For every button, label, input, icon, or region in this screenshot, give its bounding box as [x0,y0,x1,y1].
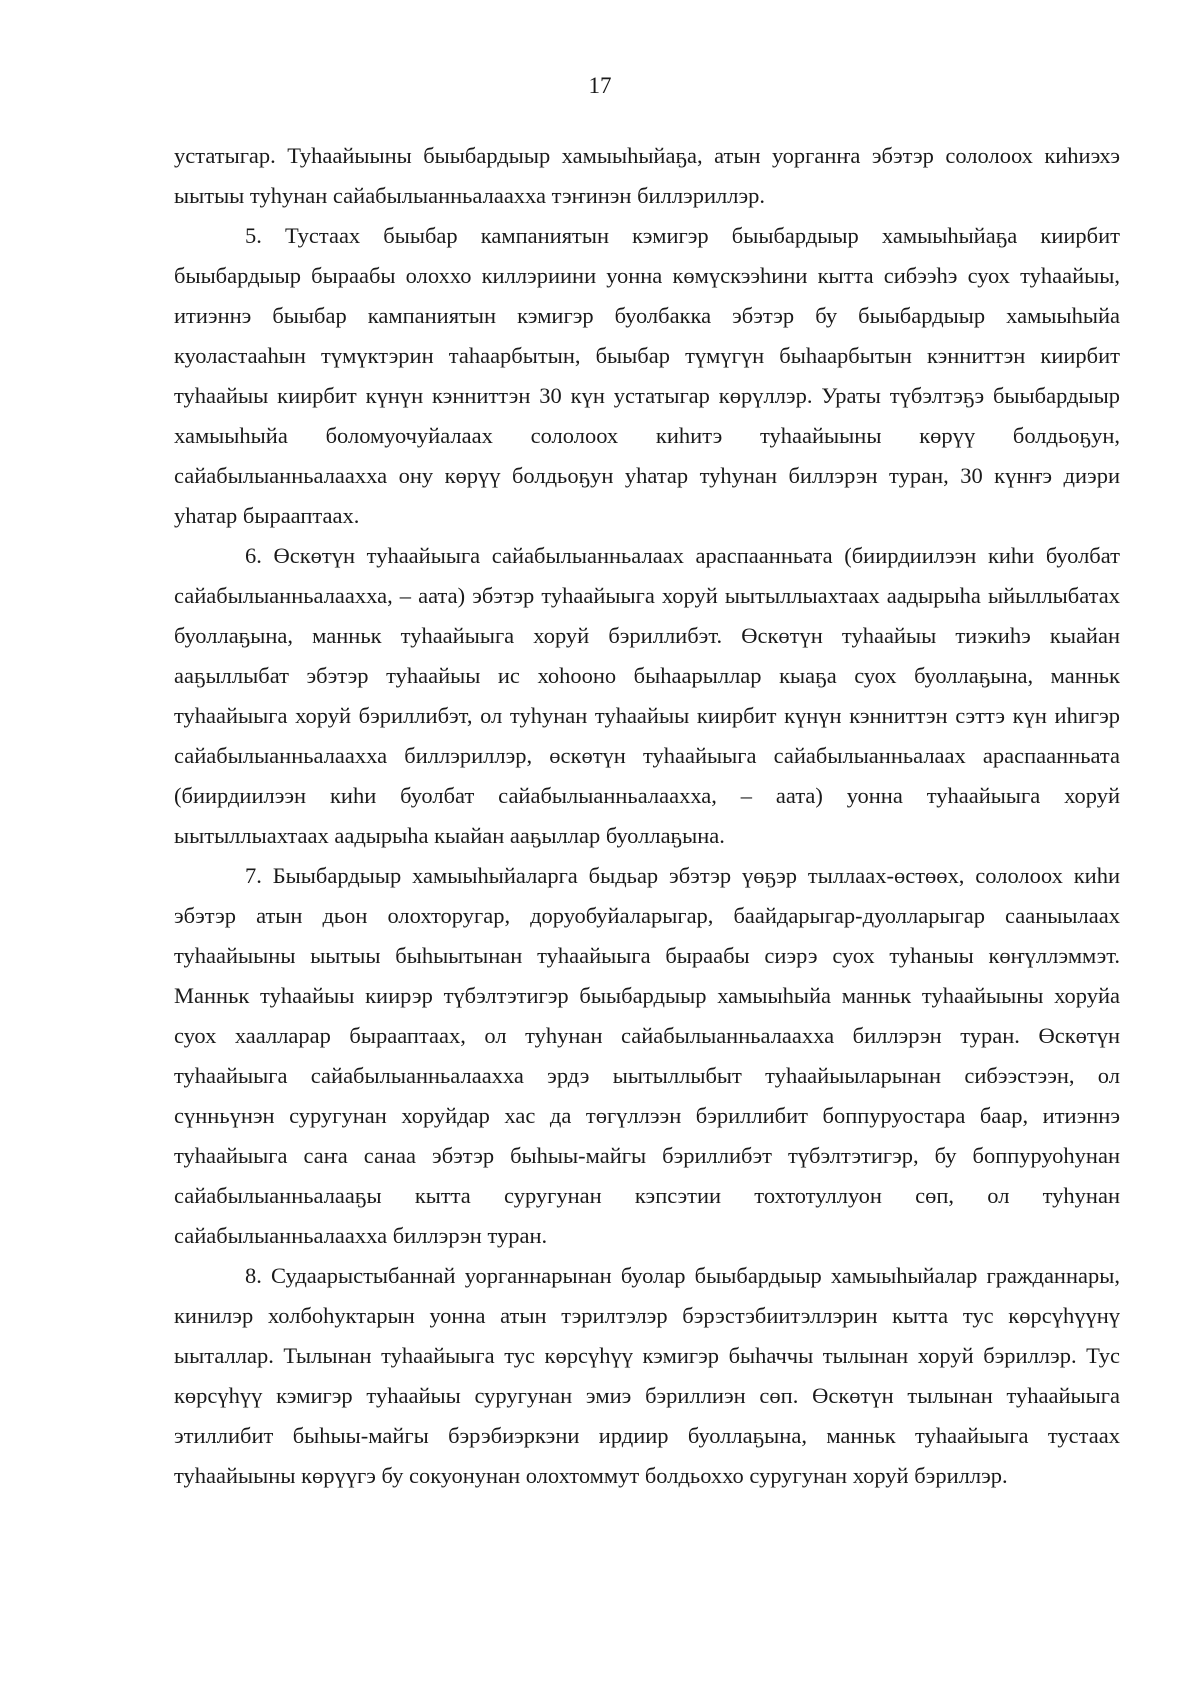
document-body [174,136,1120,1496]
paragraph-item-5: 5. Тустаах быыбар кампаниятын кэмигэр быыбардыыр хамыыһыйаҕа киирбит быыбардыыр быраабы олоххо киллэриини уонна көмүскээһини кытта сибээһэ суох туһаайыы, итиэннэ быыбар кампаниятын кэмигэр буолбакка эбэтэр бу быыбардыыр хамыыһыйа куоластааһын түмүктэрин таһаарбытын, быыбар түмүгүн быһаарбытын кэнниттэн киирбит туһаайыы киирбит күнүн кэнниттэн 30 күн устатыгар көрүллэр. Ураты түбэлтэҕэ быыбардыыр хамыыһыйа боломуочуйалаах сололоох киһитэ туһаайыыны көрүү болдьоҕун, сайабылыанньалаахха ону көрүү болдьоҕун уһатар туһунан биллэрэн туран, 30 күнҥэ диэри уһатар бырааптаах. [174,223,1120,528]
page-number: 17 [588,73,612,98]
paragraph-item-7: 7. Быыбардыыр хамыыһыйаларга быдьар эбэтэр үөҕэр тыллаах-өстөөх, сололоох киһи эбэтэр атын дьон олохторугар, доруобуйаларыгар, баайдарыгар-дуолларыгар сааныылаах туһаайыыны ыытыы быһыытынан туһаайыыга быраабы сиэрэ суох туһаныы көҥүллэммэт. Манньк туһаайыы киирэр түбэлтэтигэр быыбардыыр хамыыһыйа манньк туһаайыыны хоруйа суох хаалларар бырааптаах, ол туһунан сайабылыанньалаахха биллэрэн туран. Өскөтүн туһаайыыга сайабылыанньалаахха эрдэ ыытыллыбыт туһаайыыларынан сибээстээн, ол сүнньүнэн суругунан хоруйдар хас да төгүллээн бэриллибит боппуруостара баар, итиэннэ туһаайыыга саҥа санаа эбэтэр быһыы-майгы бэриллибэт түбэлтэтигэр, бу боппуруоһунан сайабылыанньалааҕы кытта суругунан кэпсэтии тохтотуллуон сөп, ол туһунан сайабылыанньалаахха биллэрэн туран. [174,863,1120,1248]
paragraph-item-6: 6. Өскөтүн туһаайыыга сайабылыанньалаах араспаанньата (биирдиилээн киһи буолбат сайабылыанньалаахха, – аата) эбэтэр туһаайыыга хоруй ыытыллыахтаах аадырыһа ыйыллыбатах буоллаҕына, манньк туһаайыыга хоруй бэриллибэт. Өскөтүн туһаайыы тиэкиһэ кыайан ааҕыллыбат эбэтэр туһаайыы ис хоһооно быһаарыллар кыаҕа суох буоллаҕына, манньк туһаайыыга хоруй бэриллибэт, ол туһунан туһаайыы киирбит күнүн кэнниттэн сэттэ күн иһигэр сайабылыанньалаахха биллэриллэр, өскөтүн туһаайыыга сайабылыанньалаах араспаанньата (биирдиилээн киһи буолбат сайабылыанньалаахха, – аата) уонна туһаайыыга хоруй ыытыллыахтаах аадырыһа кыайан ааҕыллар буоллаҕына. [174,543,1120,848]
paragraph-item-8: 8. Судаарыстыбаннай уорганнарынан буолар быыбардыыр хамыыһыйалар гражданнары, кинилэр холбоһуктарын уонна атын тэрилтэлэр бэрэстэбиитэллэрин кытта тус көрсүһүүнү ыыталлар. Тылынан туһаайыыга тус көрсүһүү кэмигэр быһаччы тылынан хоруй бэриллэр. Тус көрсүһүү кэмигэр туһаайыы суругунан эмиэ бэриллиэн сөп. Өскөтүн тылынан туһаайыыга этиллибит быһыы-майгы бэрэбиэркэни ирдиир буоллаҕына, манньк туһаайыыга тустаах туһаайыыны көрүүгэ бу сокуонунан олохтоммут болдьоххо суругунан хоруй бэриллэр. [174,1263,1120,1488]
paragraph-continuation: устатыгар. Туһаайыыны быыбардыыр хамыыһыйаҕа, атын уорганҥа эбэтэр сололоох киһиэхэ ыытыы туһунан сайабылыанньалаахха тэҥинэн биллэриллэр. [174,143,1120,208]
